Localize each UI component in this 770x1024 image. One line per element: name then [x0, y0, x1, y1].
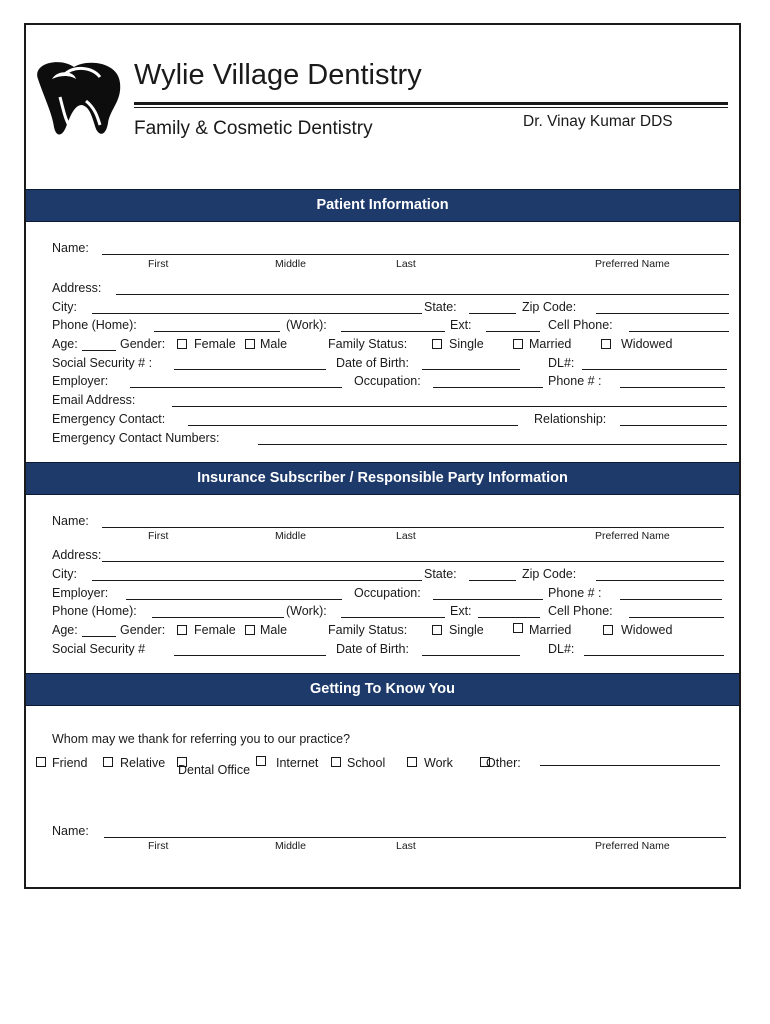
referral-friend-checkbox[interactable]: [36, 757, 46, 767]
patient-cell-label: Cell Phone:: [548, 318, 613, 332]
referral-relative-label: Relative: [120, 756, 166, 770]
insurance-female-label: Female: [194, 623, 236, 637]
patient-city-field[interactable]: [92, 313, 422, 314]
referral-internet-label: Internet: [276, 756, 319, 770]
patient-employer-label: Employer:: [52, 374, 109, 388]
referral-relative-checkbox[interactable]: [103, 757, 113, 767]
referral-dental-office-label: Dental Office: [178, 763, 251, 777]
referral-name-label: Name:: [52, 824, 89, 838]
insurance-dob-field[interactable]: [422, 655, 520, 656]
insurance-ssn-field[interactable]: [174, 655, 326, 656]
referral-work-label: Work: [424, 756, 453, 770]
patient-phone-home-field[interactable]: [154, 331, 280, 332]
patient-city-label: City:: [52, 300, 77, 314]
insurance-city-field[interactable]: [92, 580, 422, 581]
last-label: Last: [396, 258, 416, 270]
referral-middle-label: Middle: [275, 840, 306, 852]
patient-name-field[interactable]: [102, 254, 729, 255]
insurance-single-checkbox[interactable]: [432, 625, 442, 635]
insurance-family-status-label: Family Status:: [328, 623, 408, 637]
insurance-middle-label: Middle: [275, 530, 306, 542]
insurance-widowed-label: Widowed: [621, 623, 673, 637]
patient-work-field[interactable]: [341, 331, 445, 332]
insurance-name-field[interactable]: [102, 527, 724, 528]
practice-name: Wylie Village Dentistry: [134, 59, 422, 91]
patient-age-field[interactable]: [82, 350, 116, 351]
insurance-dl-label: DL#:: [548, 642, 575, 656]
patient-dl-label: DL#:: [548, 356, 575, 370]
patient-gender-label: Gender:: [120, 337, 166, 351]
patient-female-label: Female: [194, 337, 236, 351]
insurance-ssn-label: Social Security #: [52, 642, 146, 656]
doctor-name: Dr. Vinay Kumar DDS: [523, 113, 673, 130]
insurance-name-label: Name:: [52, 514, 89, 528]
patient-address-field[interactable]: [116, 294, 729, 295]
patient-family-status-label: Family Status:: [328, 337, 408, 351]
patient-married-checkbox[interactable]: [513, 339, 523, 349]
referral-internet-checkbox[interactable]: [256, 756, 266, 766]
referral-other-field[interactable]: [540, 765, 720, 766]
patient-state-label: State:: [424, 300, 457, 314]
tooth-icon: [30, 57, 124, 139]
insurance-age-label: Age:: [52, 623, 78, 637]
insurance-address-field[interactable]: [102, 561, 724, 562]
insurance-dob-label: Date of Birth:: [336, 642, 409, 656]
patient-widowed-label: Widowed: [621, 337, 673, 351]
insurance-state-field[interactable]: [469, 580, 516, 581]
patient-address-label: Address:: [52, 281, 102, 295]
insurance-married-checkbox[interactable]: [513, 623, 523, 633]
insurance-city-label: City:: [52, 567, 77, 581]
insurance-work-field[interactable]: [341, 617, 445, 618]
insurance-occupation-label: Occupation:: [354, 586, 421, 600]
patient-male-checkbox[interactable]: [245, 339, 255, 349]
tagline: Family & Cosmetic Dentistry: [134, 118, 373, 139]
insurance-age-field[interactable]: [82, 636, 116, 637]
insurance-phone-label: Phone # :: [548, 586, 602, 600]
header-rule-thin: [134, 107, 728, 108]
patient-employer-field[interactable]: [130, 387, 342, 388]
insurance-phone-home-label: Phone (Home):: [52, 604, 137, 618]
patient-form: [24, 23, 741, 889]
patient-dob-field[interactable]: [422, 369, 520, 370]
insurance-first-label: First: [148, 530, 169, 542]
referral-friend-label: Friend: [52, 756, 88, 770]
insurance-preferred-label: Preferred Name: [595, 530, 670, 542]
patient-ssn-field[interactable]: [174, 369, 326, 370]
patient-occupation-label: Occupation:: [354, 374, 421, 388]
patient-email-field[interactable]: [172, 406, 727, 407]
insurance-gender-label: Gender:: [120, 623, 166, 637]
referral-first-label: First: [148, 840, 169, 852]
insurance-married-label: Married: [529, 623, 572, 637]
referral-question: Whom may we thank for referring you to our practice?: [52, 732, 351, 746]
patient-email-label: Email Address:: [52, 393, 136, 407]
insurance-zip-field[interactable]: [596, 580, 724, 581]
insurance-cell-label: Cell Phone:: [548, 604, 613, 618]
insurance-employer-label: Employer:: [52, 586, 109, 600]
patient-female-checkbox[interactable]: [177, 339, 187, 349]
emergency-numbers-label: Emergency Contact Numbers:: [52, 431, 220, 445]
insurance-address-label: Address:: [52, 548, 102, 562]
insurance-phone-home-field[interactable]: [152, 617, 284, 618]
emergency-numbers-field[interactable]: [258, 444, 727, 445]
insurance-information-header: Insurance Subscriber / Responsible Party Information: [26, 462, 739, 495]
header-rule-thick: [134, 102, 728, 105]
insurance-male-label: Male: [260, 623, 288, 637]
getting-to-know-header: Getting To Know You: [26, 673, 739, 706]
referral-other-label: Other:: [486, 756, 521, 770]
patient-age-label: Age:: [52, 337, 78, 351]
insurance-last-label: Last: [396, 530, 416, 542]
referral-work-checkbox[interactable]: [407, 757, 417, 767]
insurance-state-label: State:: [424, 567, 457, 581]
insurance-widowed-checkbox[interactable]: [603, 625, 613, 635]
referral-name-field[interactable]: [104, 837, 726, 838]
patient-ext-field[interactable]: [486, 331, 540, 332]
insurance-female-checkbox[interactable]: [177, 625, 187, 635]
referral-school-label: School: [347, 756, 386, 770]
patient-single-label: Single: [449, 337, 484, 351]
insurance-zip-label: Zip Code:: [522, 567, 577, 581]
patient-name-label: Name:: [52, 241, 89, 255]
insurance-occupation-field[interactable]: [433, 599, 543, 600]
insurance-employer-field[interactable]: [126, 599, 342, 600]
patient-single-checkbox[interactable]: [432, 339, 442, 349]
patient-zip-field[interactable]: [596, 313, 729, 314]
insurance-ext-label: Ext:: [450, 604, 472, 618]
referral-preferred-label: Preferred Name: [595, 840, 670, 852]
patient-phone-label: Phone # :: [548, 374, 602, 388]
insurance-cell-field[interactable]: [629, 617, 724, 618]
preferred-name-label: Preferred Name: [595, 258, 670, 270]
patient-dob-label: Date of Birth:: [336, 356, 409, 370]
patient-phone-home-label: Phone (Home):: [52, 318, 137, 332]
emergency-contact-label: Emergency Contact:: [52, 412, 166, 426]
patient-cell-field[interactable]: [629, 331, 729, 332]
relationship-label: Relationship:: [534, 412, 607, 426]
insurance-work-label: (Work):: [286, 604, 327, 618]
insurance-ext-field[interactable]: [478, 617, 540, 618]
relationship-field[interactable]: [620, 425, 727, 426]
patient-phone-field[interactable]: [620, 387, 725, 388]
patient-married-label: Married: [529, 337, 572, 351]
patient-ssn-label: Social Security # :: [52, 356, 153, 370]
patient-widowed-checkbox[interactable]: [601, 339, 611, 349]
insurance-male-checkbox[interactable]: [245, 625, 255, 635]
referral-school-checkbox[interactable]: [331, 757, 341, 767]
insurance-single-label: Single: [449, 623, 484, 637]
patient-occupation-field[interactable]: [433, 387, 543, 388]
referral-last-label: Last: [396, 840, 416, 852]
patient-work-label: (Work):: [286, 318, 327, 332]
emergency-contact-field[interactable]: [188, 425, 518, 426]
patient-male-label: Male: [260, 337, 288, 351]
insurance-dl-field[interactable]: [584, 655, 724, 656]
middle-label: Middle: [275, 258, 306, 270]
insurance-phone-field[interactable]: [620, 599, 722, 600]
patient-information-header: Patient Information: [26, 189, 739, 222]
first-label: First: [148, 258, 169, 270]
tooth-logo: [30, 57, 124, 139]
patient-ext-label: Ext:: [450, 318, 472, 332]
patient-zip-label: Zip Code:: [522, 300, 577, 314]
patient-dl-field[interactable]: [582, 369, 727, 370]
patient-state-field[interactable]: [469, 313, 516, 314]
